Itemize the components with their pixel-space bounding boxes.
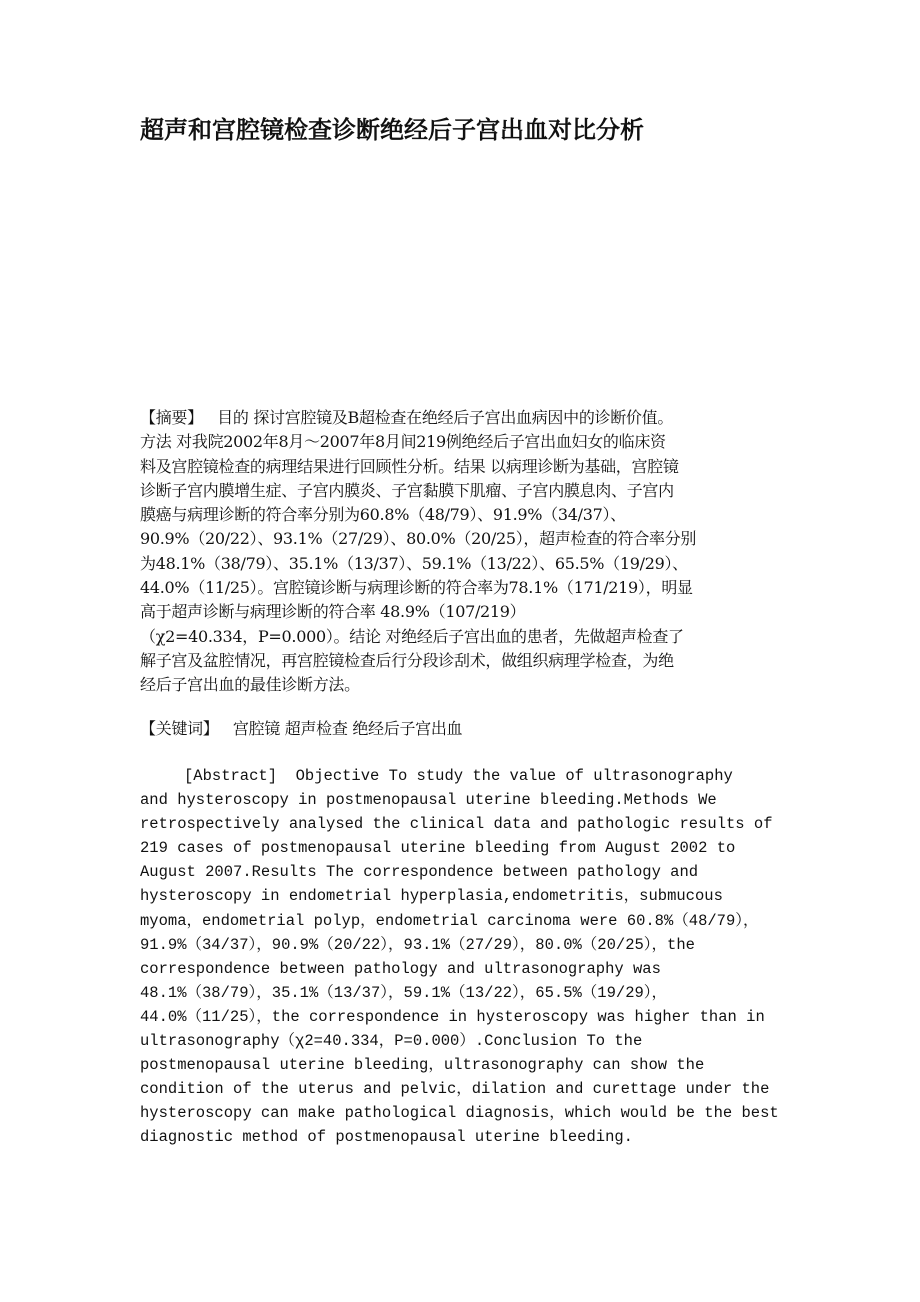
abstract-english [140,764,790,1150]
abstract-en-line: myoma，endometrial polyp，endometrial carcinoma were 60.8%（48/79）， [140,911,759,930]
abstract-en-line: condition of the uterus and pelvic，dilation and curettage under the [140,1080,770,1099]
abstract-line: 方法 对我院2002年8月～2007年8月间219例绝经后子宫出血妇女的临床资 [140,432,666,452]
abstract-line: 高于超声诊断与病理诊断的符合率 48.9%（107/219） [140,602,526,622]
abstract-en-line: Objective To study the value of ultrasonography [295,767,733,785]
keywords-text: 宫腔镜 超声检查 绝经后子宫出血 [232,719,463,738]
abstract-en-line: correspondence between pathology and ultrasonography was [140,959,661,978]
keywords-label: 【关键词】 [140,719,219,738]
paper-title: 超声和宫腔镜检查诊断绝经后子宫出血对比分析 [140,115,644,144]
abstract-line: 料及宫腔镜检查的病理结果进行回顾性分析。结果 以病理诊断为基础，宫腔镜 [140,456,679,476]
abstract-line: 90.9%（20/22）、93.1%（27/29）、80.0%（20/25），超声检查的符合率分别 [140,529,697,549]
abstract-line: 为48.1%（38/79）、35.1%（13/37）、59.1%（13/22）、65.5%（19/29）、 [140,553,688,573]
abstract-en-line: diagnostic method of postmenopausal uterine bleeding. [140,1128,633,1147]
abstract-en-line: 48.1%（38/79），35.1%（13/37），59.1%（13/22），65.5%（19/29）， [140,983,668,1002]
abstract-label: 【摘要】 [140,408,203,427]
abstract-line: 解子宫及盆腔情况，再宫腔镜检查后行分段诊刮术，做组织病理学检查，为绝 [140,650,674,670]
abstract-en-line: hysteroscopy can make pathological diagnosis，which would be the best [140,1104,779,1123]
abstract-en-line: August 2007.Results The correspondence between pathology and [140,863,699,882]
abstract-en-line: 219 cases of postmenopausal uterine bleeding from August 2002 to [140,839,736,858]
abstract-en-line: postmenopausal uterine bleeding，ultrasonography can show the [140,1056,705,1075]
abstract-en-label: [Abstract] [184,767,278,785]
abstract-line: 诊断子宫内膜增生症、子宫内膜炎、子宫黏膜下肌瘤、子宫内膜息肉、子宫内 [140,480,674,500]
abstract-en-line: retrospectively analysed the clinical data and pathologic results of [140,815,773,834]
abstract-line: （χ2=40.334，P=0.000）。结论 对绝经后子宫出血的患者，先做超声检查了 [140,626,684,646]
abstract-line: 目的 探讨宫腔镜及B超检查在绝经后子宫出血病因中的诊断价值。 [217,408,674,427]
abstract-line: 44.0%（11/25）。宫腔镜诊断与病理诊断的符合率为78.1%（171/219），明显 [140,578,693,598]
abstract-line: 经后子宫出血的最佳诊断方法。 [140,675,360,695]
keywords-line [140,717,780,741]
abstract-en-line: 91.9%（34/37），90.9%（20/22），93.1%（27/29），80.0%（20/25），the [140,935,695,954]
abstract-first-line [140,406,780,430]
abstract-en-line: 44.0%（11/25），the correspondence in hysteroscopy was higher than in [140,1007,765,1026]
abstract-chinese [140,406,780,698]
abstract-en-line: hysteroscopy in endometrial hyperplasia,endometritis，submucous [140,887,723,906]
abstract-line: 膜癌与病理诊断的符合率分别为60.8%（48/79）、91.9%（34/37）、 [140,505,626,525]
abstract-en-first-line [140,764,790,788]
abstract-en-line: and hysteroscopy in postmenopausal uterine bleeding.Methods We [140,791,717,810]
keywords-chinese [140,717,780,741]
abstract-en-line: ultrasonography（χ2=40.334，P=0.000）.Conclusion To the [140,1032,643,1051]
